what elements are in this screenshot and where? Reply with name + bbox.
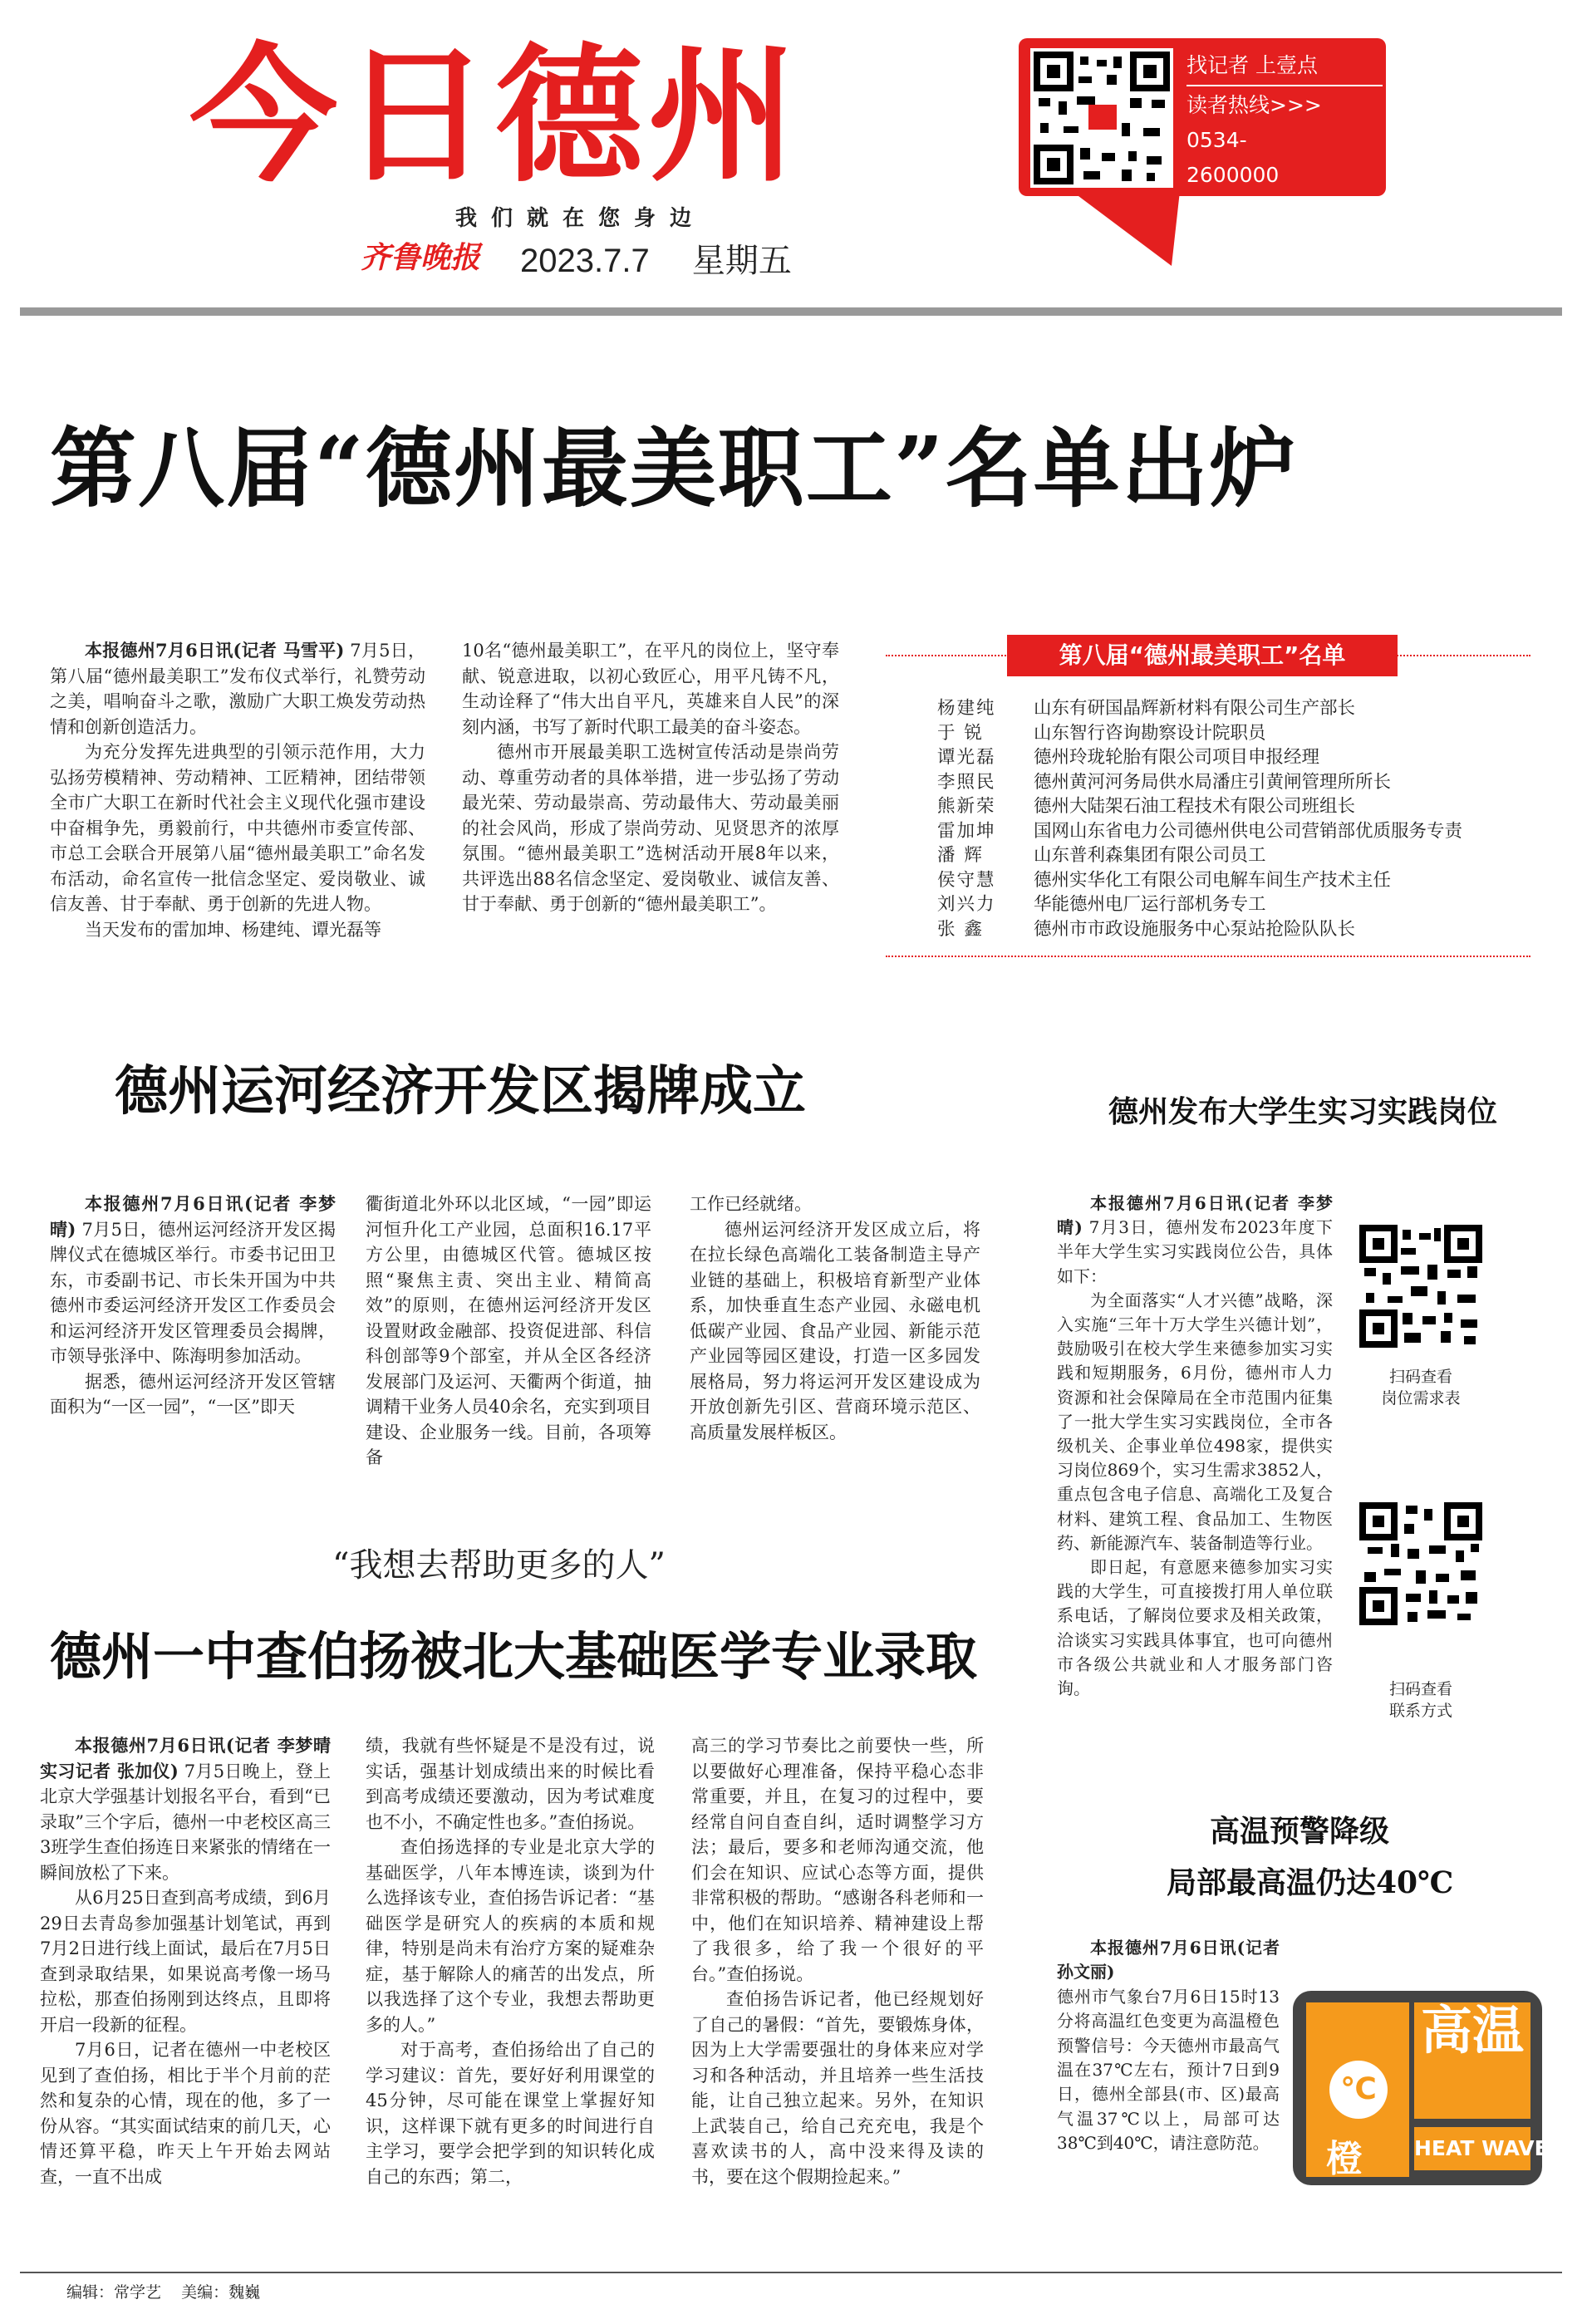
honoree-name: 李照民 [937, 771, 996, 793]
article4-paragraph: 7月6日，记者在德州一中老校区见到了查伯扬，相比于半个月前的茫然和复杂的心情，现在的他，多了一份从容。“其实面试结束的前几天，心情还算平稳，昨天上午开始去网站查，一直不出成 [40, 2040, 331, 2187]
namelist [937, 696, 1527, 941]
hotline-label: 读者热线>>> [1186, 93, 1322, 117]
honoree-name: 于 锐 [937, 722, 984, 744]
article4-kicker: “我想去帮助更多的人” [332, 1546, 666, 1585]
article4-headline: 德州一中查伯扬被北大基础医学专业录取 [50, 1626, 978, 1687]
article2-paragraph: 7月5日，德州运河经济开发区揭牌仪式在德城区举行。市委书记田卫东，市委副书记、市长朱开国为中共德州市委运河经济开发区工作委员会和运河经济开发区管理委员会揭牌，市领导张泽中、陈海明参加活动。 [50, 1219, 336, 1366]
hotline-box-tail [1072, 191, 1180, 266]
honoree-unit: 山东智行咨询勘察设计院职员 [1034, 722, 1266, 744]
qr-jobs-caption [1341, 1366, 1501, 1409]
honoree-unit: 德州实华化工有限公司电解车间生产技术主任 [1034, 869, 1392, 891]
masthead-qr-code[interactable] [1030, 48, 1173, 188]
article5-headline-line2: 局部最高温仍达40℃ [1167, 1865, 1454, 1900]
article5-body [1057, 1936, 1280, 2156]
hotline-area-code: 0534- [1186, 128, 1247, 152]
article4-paragraph: 从6月25日查到高考成绩，到6月29日去青岛参加强基计划笔试，再到7月2日进行线上面试，最后在7月5日查到录取结果，如果说高考像一场马拉松，那查伯扬刚到达终点，且即将开启一段新的征程。 [40, 1888, 331, 2035]
article2-byline: 本报德州7月6日讯(记者 李梦晴) [50, 1193, 336, 1240]
hotline-number: 2600000 [1186, 163, 1280, 187]
qr-contacts-caption-line: 扫码查看 [1388, 1680, 1452, 1698]
masthead-title: 今日德州 [189, 30, 801, 202]
footer-editor: 编辑：常学艺 [66, 2283, 162, 2302]
qr-contacts-caption-line: 联系方式 [1388, 1702, 1452, 1720]
masthead-divider [20, 307, 1562, 316]
honoree-name: 侯守慧 [937, 869, 996, 891]
honoree-unit: 德州黄河河务局供水局潘庄引黄闸管理所所长 [1034, 771, 1392, 793]
hotline-slogan: 找记者 上壹点 [1186, 53, 1318, 77]
article1-paragraph: 10名“德州最美职工”，在平凡的岗位上，坚守奉献、锐意进取，以初心致匠心，用平凡铸不凡，生动诠释了“伟大出自平凡，英雄来自人民”的深刻内涵，书写了新时代职工最美的奋斗姿态。 [462, 641, 839, 737]
namelist-row [937, 721, 1527, 746]
article5-paragraph: 德州市气象台7月6日15时13分将高温红色变更为高温橙色预警信号：今天德州市最高气温在37℃左右，预计7日到9日，德州全部县(市、区)最高气温37℃以上，局部可达38℃到40℃，请注意防范。 [1057, 1986, 1280, 2154]
qr-jobs-caption-line: 岗位需求表 [1381, 1389, 1461, 1408]
qr-code-jobs[interactable] [1358, 1223, 1484, 1349]
namelist-row [937, 745, 1527, 770]
article4-col2 [366, 1733, 655, 2189]
issue-date: 2023.7.7 [520, 243, 650, 279]
honoree-unit: 山东有研国晶辉新材料有限公司生产部长 [1034, 698, 1356, 719]
article3-paragraph: 为全面落实“人才兴德”战略，深入实施“三年十万大学生兴德计划”，鼓励吸引在校大学生来德参加实习实践和短期服务，6月份，德州市人力资源和社会保障局在全市范围内征集了一批大学生实习实践岗位，全市各级机关、企事业单位498家，提供实习岗位869个，实习生需求3852人，重点包含电子信息、高端化工及复合材料、建筑工程、食品加工、生物医药、新能源汽车、装备制造等行业。 [1057, 1290, 1333, 1553]
honoree-name: 张 鑫 [937, 918, 984, 940]
article3-headline: 德州发布大学生实习实践岗位 [1108, 1094, 1498, 1129]
dateline [520, 234, 825, 282]
article4-paragraph: 对于高考，查伯扬给出了自己的学习建议：首先，要好好利用课堂的45分钟，尽可能在课堂上掌握好知识，这样课下就有更多的时间进行自主学习，要学会把学到的知识转化成自己的东西；第二， [366, 2040, 655, 2187]
namelist-row [937, 892, 1527, 917]
issue-weekday: 星期五 [691, 243, 792, 279]
article4-paragraph: 查伯扬告诉记者，他已经规划好了自己的暑假：“首先，要锻炼身体，因为上大学需要强壮的身体来应对学习和各种活动，并且培养一些生活技能，让自己独立起来。另外，在知识上武装自己，给自己充充电，我是个喜欢读书的人，高中没来得及读的书，要在这个假期捡起来。” [691, 1989, 984, 2187]
honoree-name: 谭光磊 [937, 747, 996, 768]
article1-paragraph: 德州市开展最美职工选树宣传活动是崇尚劳动、尊重劳动者的具体举措，进一步弘扬了劳动最光荣、劳动最崇高、劳动最伟大、劳动最美丽的社会风尚，形成了崇尚劳动、见贤思齐的浓厚氛围。“德州最美职工”选树活动开展8年以来，共评选出88名信念坚定、爱岗敬业、诚信友善、甘于奉献、勇于创新的“德州最美职工”。 [462, 742, 839, 914]
heat-warning-level: 橙 [1326, 2138, 1363, 2180]
qr-code-icon [1358, 1223, 1484, 1349]
heat-warning-label: 高温 [1414, 2002, 1530, 2119]
honoree-name: 熊新荣 [937, 796, 996, 817]
qr-code-contacts[interactable] [1358, 1501, 1484, 1627]
thermometer-icon: ℃ [1329, 2061, 1388, 2119]
honoree-unit: 德州大陆架石油工程技术有限公司班组长 [1034, 796, 1356, 817]
honoree-unit: 华能德州电厂运行部机务专工 [1034, 894, 1266, 915]
article2-col3 [690, 1191, 980, 1445]
namelist-row [937, 794, 1527, 819]
article2-col1 [50, 1191, 336, 1420]
article5-byline: 本报德州7月6日讯(记者 孙文丽) [1057, 1938, 1280, 1983]
article2-paragraph: 衢街道北外环以北区域，“一园”即运河恒升化工产业园，总面积16.17平方公里，由德城区代管。德城区按照“聚焦主责、突出主业、精简高效”的原则，在德州运河经济开发区设置财政金融部、投资促进部、科信科创部等9个部室，并从全区各经济发展部门及运河、天衢两个街道，抽调精干业务人员40余名，充实到项目建设、企业服务一线。目前，各项筹备 [366, 1194, 651, 1467]
namelist-row [937, 819, 1527, 844]
namelist-row [937, 843, 1527, 868]
heat-warning-label-en: HEAT WAVE [1414, 2127, 1530, 2170]
honoree-unit: 山东普利森集团有限公司员工 [1034, 845, 1266, 866]
article5-headline-line1: 高温预警降级 [1210, 1814, 1390, 1849]
masthead-slogan: 我们就在您身边 [455, 206, 706, 231]
qr-code-icon [1358, 1501, 1484, 1627]
article4-paragraph: 高三的学习节奏比之前要快一些，所以要做好心理准备，保持平稳心态非常重要，并且，在复习的过程中，要经常自问自查自纠，适时调整学习方法；最后，要多和老师沟通交流，他们会在知识、应试心态等方面，提供非常积极的帮助。“感谢各科老师和一中，他们在知识培养、精神建设上帮了我很多，给了我一个很好的平台。”查伯扬说。 [691, 1736, 984, 1984]
honoree-name: 雷加坤 [937, 820, 996, 842]
article3-body [1057, 1191, 1333, 1701]
article3-paragraph: 即日起，有意愿来德参加实习实践的大学生，可直接拨打用人单位联系电话，了解岗位要求及相关政策，洽谈实习实践具体事宜，也可向德州市各级公共就业和人才服务部门咨询。 [1057, 1557, 1333, 1699]
honoree-name: 杨建纯 [937, 698, 996, 719]
honoree-name: 潘 辉 [937, 845, 984, 866]
qr-jobs-caption-line: 扫码查看 [1388, 1368, 1452, 1386]
article2-paragraph: 德州运河经济开发区成立后，将在拉长绿色高端化工装备制造主导产业链的基础上，积极培育新型产业体系，加快垂直生态产业园、永磁电机低碳产业园、食品产业园、新能示范产业园等园区建设，打造一区多园发展格局，努力将运河开发区建设成为开放创新先引区、营商环境示范区、高质量发展样板区。 [690, 1219, 980, 1442]
article1-paragraph: 为充分发挥先进典型的引领示范作用，大力弘扬劳模精神、劳动精神、工匠精神，团结带领全市广大职工在新时代社会主义现代化强市建设中奋楫争先，勇毅前行，中共德州市委宣传部、市总工会联合开展第八届“德州最美职工”命名发布活动，命名宣传一批信念坚定、爱岗敬业、诚信友善、甘于奉献、勇于创新的先进人物。 [50, 742, 425, 914]
article3-paragraph: 7月3日，德州发布2023年度下半年大学生实习实践岗位公告，具体如下： [1057, 1217, 1334, 1286]
article4-col3 [691, 1733, 984, 2189]
namelist-row [937, 868, 1527, 893]
footer-divider [20, 2272, 1562, 2273]
footer-designer: 美编：魏巍 [181, 2283, 261, 2302]
article1-col1 [50, 638, 425, 942]
namelist-row [937, 696, 1527, 721]
article4-col1 [40, 1733, 331, 2189]
article1-byline: 本报德州7月6日讯(记者 马雪平) [85, 640, 345, 661]
article4-paragraph: 绩，我就有些怀疑是不是没有过，说实话，强基计划成绩出来的时候比看到高考成绩还要激动，因为考试难度也不小，不确定性也多。”查伯扬说。 [366, 1736, 655, 1832]
article2-col2 [366, 1191, 651, 1471]
namelist-row [937, 917, 1527, 942]
honoree-unit: 德州玲珑轮胎有限公司项目申报经理 [1034, 747, 1320, 768]
article4-byline: 本报德州7月6日讯(记者 李梦晴 实习记者 张加仪) [40, 1735, 331, 1781]
article3-byline: 本报德州7月6日讯(记者 李梦晴) [1057, 1193, 1333, 1238]
hotline-text [1186, 48, 1383, 193]
article1-col2 [462, 638, 839, 917]
honoree-unit: 德州市市政设施服务中心泵站抢险队队长 [1034, 918, 1356, 940]
article1-paragraph: 当天发布的雷加坤、杨建纯、谭光磊等 [85, 919, 381, 940]
article2-paragraph: 据悉，德州运河经济开发区管辖面积为“一区一园”，“一区”即天 [50, 1371, 336, 1417]
namelist-title: 第八届“德州最美职工”名单 [1007, 635, 1398, 676]
article4-paragraph: 7月5日晚上，登上北京大学强基计划报名平台，看到“已录取”三个字后，德州一中老校区高三3班学生查伯扬连日来紧张的情绪在一瞬间放松了下来。 [40, 1761, 331, 1883]
paper-brand-logo: 齐鲁晚报 [361, 240, 481, 275]
footer-credits [66, 2280, 275, 2302]
honoree-name: 刘兴力 [937, 894, 996, 915]
honoree-unit: 国网山东省电力公司德州供电公司营销部优质服务专责 [1034, 820, 1463, 842]
namelist-row [937, 770, 1527, 795]
headline-main: 第八届“德州最美职工”名单出炉 [50, 417, 1298, 519]
article1-paragraph: 7月5日，第八届“德州最美职工”发布仪式举行，礼赞劳动之美，唱响奋斗之歌，激励广大职工焕发劳动热情和创新创造活力。 [50, 641, 425, 737]
article2-paragraph: 工作已经就绪。 [690, 1194, 812, 1214]
qr-code-icon [1030, 48, 1173, 188]
article4-paragraph: 查伯扬选择的专业是北京大学的基础医学，八年本博连读，谈到为什么选择该专业，查伯扬告诉记者：“基础医学是研究人的疾病的本质和规律，特别是尚未有治疗方案的疑难杂症，基于解除人的痛苦的出发点，所以我选择了这个专业，我想去帮助更多的人。” [366, 1837, 655, 2035]
article2-headline: 德州运河经济开发区揭牌成立 [115, 1060, 806, 1123]
qr-contacts-caption [1341, 1678, 1501, 1722]
